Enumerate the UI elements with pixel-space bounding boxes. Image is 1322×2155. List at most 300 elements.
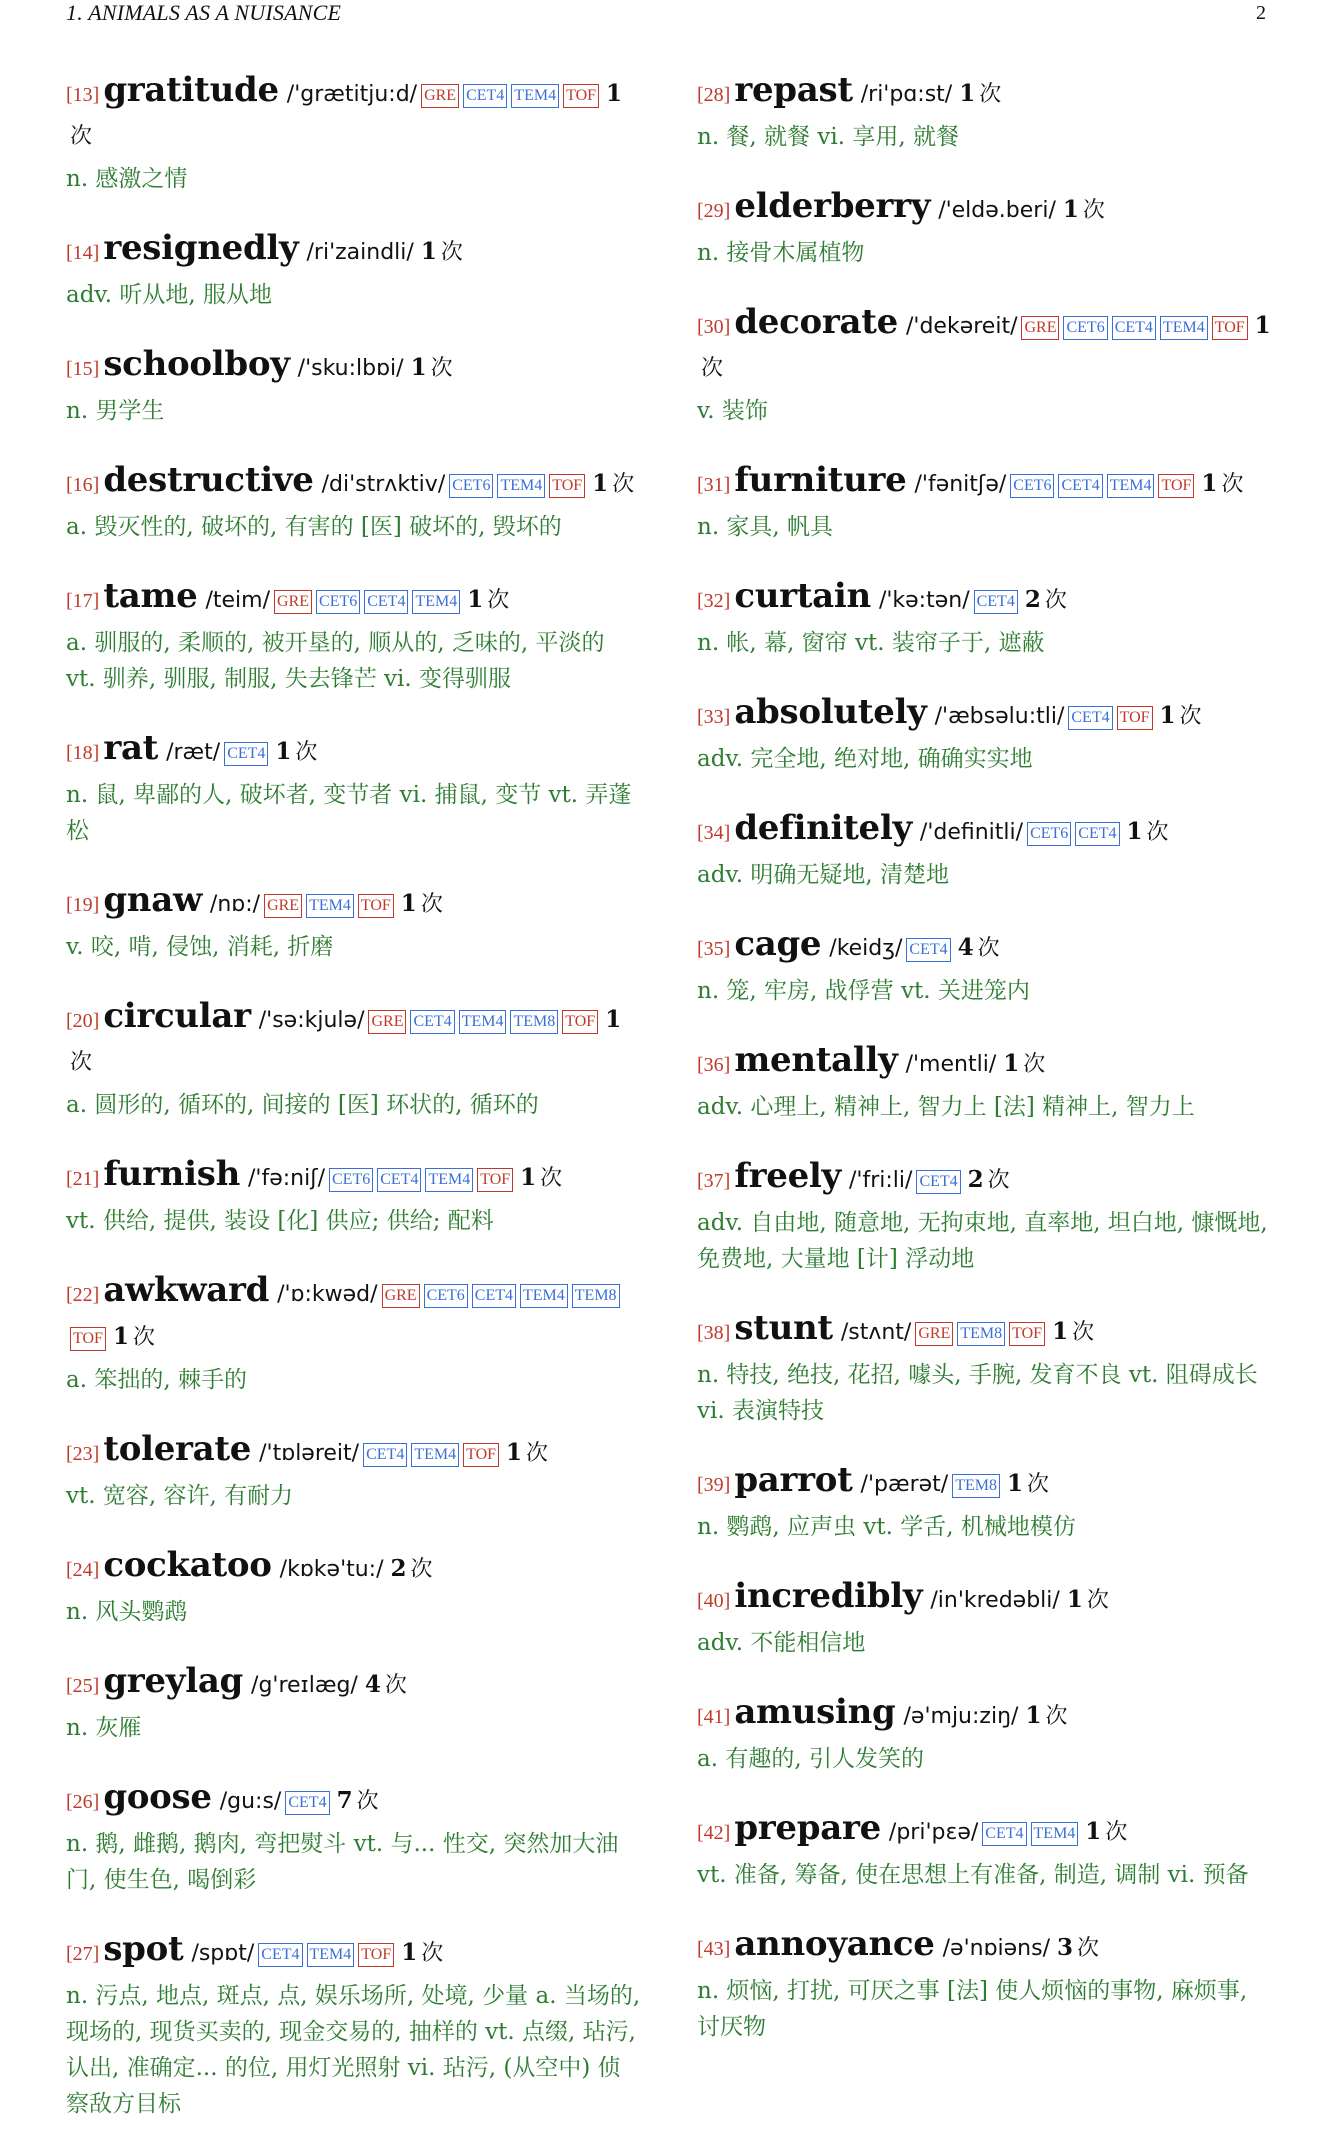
- frequency-unit: 次: [1072, 1320, 1095, 1345]
- headword: cage: [734, 924, 822, 964]
- frequency-count: 1: [401, 1939, 418, 1966]
- definition: v. 装饰: [697, 398, 768, 424]
- vocab-entry: [66, 1272, 641, 1398]
- frequency-count: 2: [967, 1166, 984, 1193]
- vocab-entry: [66, 578, 641, 697]
- frequency-unit: 次: [612, 472, 635, 497]
- exam-tag: CET4: [285, 1791, 329, 1815]
- headword: amusing: [734, 1692, 896, 1732]
- phonetic: /'æbsəlu:tli/: [934, 704, 1065, 729]
- frequency-unit: 次: [430, 356, 453, 381]
- headword: gratitude: [103, 70, 279, 110]
- definition: n. 灰雁: [66, 1715, 142, 1741]
- definition: adv. 不能相信地: [697, 1630, 866, 1656]
- frequency-count: 1: [275, 738, 292, 765]
- entry-number: [29]: [697, 200, 731, 222]
- phonetic: /gu:s/: [219, 1789, 282, 1814]
- exam-tag: TOF: [1117, 706, 1153, 730]
- entry-headline: [66, 1431, 641, 1478]
- exam-tag: CET4: [472, 1284, 516, 1308]
- vocab-entry: [697, 1578, 1272, 1661]
- definition: vt. 准备, 筹备, 使在思想上有准备, 制造, 调制 vi. 预备: [697, 1862, 1249, 1888]
- exam-tag: TEM8: [952, 1474, 1000, 1498]
- headword: rat: [103, 728, 159, 768]
- exam-tag: TOF: [563, 84, 599, 108]
- exam-tag: CET4: [1068, 706, 1112, 730]
- entry-number: [21]: [66, 1168, 100, 1190]
- phonetic: /kɒkə'tu:/: [279, 1557, 384, 1582]
- exam-tag: TOF: [358, 894, 394, 918]
- definition: n. 鼠, 卑鄙的人, 破坏者, 变节者 vi. 捕鼠, 变节 vt. 弄蓬松: [66, 782, 632, 844]
- exam-tag: CET4: [982, 1822, 1026, 1846]
- exam-tag: TOF: [562, 1010, 598, 1034]
- frequency-count: 1: [606, 80, 623, 107]
- frequency-unit: 次: [1044, 588, 1067, 613]
- headword: tolerate: [103, 1429, 252, 1469]
- exam-tag: GRE: [264, 894, 302, 918]
- definition: a. 毁灭性的, 破坏的, 有害的 [医] 破坏的, 毁坏的: [66, 514, 562, 540]
- exam-tag: GRE: [915, 1322, 953, 1346]
- vocab-entry: [66, 72, 641, 197]
- frequency-unit: 次: [70, 124, 93, 149]
- headword: stunt: [734, 1308, 833, 1348]
- frequency-count: 2: [1024, 586, 1041, 613]
- headword: incredibly: [734, 1576, 923, 1616]
- frequency-unit: 次: [421, 1941, 444, 1966]
- entry-headline: [66, 346, 641, 393]
- headword: prepare: [734, 1808, 881, 1848]
- frequency-unit: 次: [987, 1168, 1010, 1193]
- entry-number: [40]: [697, 1590, 731, 1612]
- exam-tag: GRE: [368, 1010, 406, 1034]
- frequency-count: 1: [1025, 1702, 1042, 1729]
- frequency-count: 4: [364, 1671, 381, 1698]
- frequency-count: 1: [410, 354, 427, 381]
- exam-tag: TEM4: [412, 590, 460, 614]
- entry-headline: [66, 462, 641, 509]
- definition: n. 餐, 就餐 vi. 享用, 就餐: [697, 124, 959, 150]
- vocab-entry: [697, 1042, 1272, 1125]
- phonetic: /'fə:niʃ/: [247, 1166, 325, 1191]
- entry-headline: [66, 730, 641, 777]
- exam-tag: CET4: [1058, 474, 1102, 498]
- entry-number: [23]: [66, 1443, 100, 1465]
- entry-headline: [66, 1779, 641, 1826]
- phonetic: /'mentli/: [905, 1052, 997, 1077]
- frequency-unit: 次: [410, 1557, 433, 1582]
- phonetic: /nɒ:/: [209, 892, 261, 917]
- headword: awkward: [103, 1270, 270, 1310]
- entry-headline: [697, 1462, 1272, 1509]
- frequency-unit: 次: [977, 936, 1000, 961]
- vocab-entry: [66, 1431, 641, 1514]
- frequency-count: 7: [336, 1787, 353, 1814]
- phonetic: /in'kredəbli/: [930, 1588, 1060, 1613]
- exam-tag: TOF: [1158, 474, 1194, 498]
- phonetic: /'sku:lbɒi/: [297, 356, 404, 381]
- phonetic: /g'reɪlæg/: [251, 1673, 358, 1698]
- exam-tag: CET4: [906, 938, 950, 962]
- vocab-entry: [697, 810, 1272, 893]
- exam-tag: TEM4: [1160, 316, 1208, 340]
- entry-number: [43]: [697, 1938, 731, 1960]
- frequency-count: 1: [1126, 818, 1143, 845]
- entry-number: [26]: [66, 1791, 100, 1813]
- definition: adv. 自由地, 随意地, 无拘束地, 直率地, 坦白地, 慷慨地, 免费地, 大量地 [计] 浮动地: [697, 1210, 1268, 1272]
- exam-tag: CET4: [410, 1010, 454, 1034]
- exam-tag: TEM4: [459, 1010, 507, 1034]
- right-column: [697, 72, 1272, 2078]
- frequency-unit: 次: [526, 1441, 549, 1466]
- headword: furnish: [103, 1154, 240, 1194]
- definition: n. 鹅, 雌鹅, 鹅肉, 弯把熨斗 vt. 与... 性交, 突然加大油门, 使生色, 喝倒彩: [66, 1831, 619, 1893]
- entry-headline: [697, 926, 1272, 973]
- entry-headline: [697, 72, 1272, 119]
- frequency-unit: 次: [70, 1050, 93, 1075]
- phonetic: /spɒt/: [191, 1941, 255, 1966]
- frequency-count: 1: [1254, 312, 1271, 339]
- entry-headline: [697, 578, 1272, 625]
- entry-number: [25]: [66, 1675, 100, 1697]
- exam-tag: TEM4: [425, 1168, 473, 1192]
- entry-number: [13]: [66, 84, 100, 106]
- definition: n. 家具, 帆具: [697, 514, 834, 540]
- vocab-entry: [697, 1926, 1272, 2045]
- frequency-unit: 次: [1105, 1820, 1128, 1845]
- vocab-entry: [66, 1547, 641, 1630]
- exam-tag: TEM8: [510, 1010, 558, 1034]
- frequency-count: 1: [467, 586, 484, 613]
- entry-headline: [697, 810, 1272, 857]
- entry-number: [22]: [66, 1284, 100, 1306]
- frequency-unit: 次: [1086, 1588, 1109, 1613]
- frequency-unit: 次: [1179, 704, 1202, 729]
- frequency-unit: 次: [420, 892, 443, 917]
- headword: curtain: [734, 576, 871, 616]
- definition: n. 帐, 幕, 窗帘 vt. 装帘子于, 遮蔽: [697, 630, 1045, 656]
- headword: destructive: [103, 460, 314, 500]
- exam-tag: CET4: [377, 1168, 421, 1192]
- exam-tag: TOF: [358, 1943, 394, 1967]
- frequency-count: 1: [605, 1006, 622, 1033]
- definition: vt. 宽容, 容许, 有耐力: [66, 1483, 294, 1509]
- entry-headline: [697, 462, 1272, 509]
- chapter-title: 1. ANIMALS AS A NUISANCE: [66, 0, 342, 25]
- headword: freely: [734, 1156, 842, 1196]
- entry-number: [18]: [66, 742, 100, 764]
- headword: greylag: [103, 1661, 244, 1701]
- exam-tag: TEM4: [520, 1284, 568, 1308]
- exam-tag: CET4: [258, 1943, 302, 1967]
- phonetic: /ə'nɒiəns/: [942, 1936, 1050, 1961]
- exam-tag: TOF: [1212, 316, 1248, 340]
- definition: n. 特技, 绝技, 花招, 噱头, 手腕, 发育不良 vt. 阻碍成长 vi. 表演特技: [697, 1362, 1258, 1424]
- entry-headline: [66, 1156, 641, 1203]
- exam-tag: TEM8: [572, 1284, 620, 1308]
- exam-tag: CET6: [449, 474, 493, 498]
- frequency-unit: 次: [1146, 820, 1169, 845]
- vocab-entry: [66, 1931, 641, 2122]
- exam-tag: TEM4: [307, 1943, 355, 1967]
- entry-headline: [66, 1931, 641, 1978]
- entry-number: [33]: [697, 706, 731, 728]
- entry-headline: [66, 1663, 641, 1710]
- exam-tag: TOF: [477, 1168, 513, 1192]
- vocab-entry: [66, 1663, 641, 1746]
- entry-headline: [697, 1810, 1272, 1857]
- frequency-unit: 次: [540, 1166, 563, 1191]
- phonetic: /ri'pɑ:st/: [860, 82, 953, 107]
- phonetic: /'sə:kjulə/: [258, 1008, 365, 1033]
- exam-tag: TOF: [70, 1327, 106, 1351]
- entry-number: [34]: [697, 822, 731, 844]
- entry-headline: [66, 882, 641, 929]
- exam-tag: GRE: [1021, 316, 1059, 340]
- headword: goose: [103, 1777, 212, 1817]
- definition: n. 笼, 牢房, 战俘营 vt. 关进笼内: [697, 978, 1030, 1004]
- entry-headline: [66, 998, 641, 1087]
- frequency-count: 1: [1062, 196, 1079, 223]
- entry-headline: [66, 1547, 641, 1594]
- entry-number: [17]: [66, 590, 100, 612]
- phonetic: /keidʒ/: [829, 936, 903, 961]
- frequency-unit: 次: [979, 82, 1002, 107]
- entry-number: [36]: [697, 1054, 731, 1076]
- phonetic: /stʌnt/: [840, 1320, 912, 1345]
- definition: a. 驯服的, 柔顺的, 被开垦的, 顺从的, 乏味的, 平淡的 vt. 驯养, 驯服, 制服, 失去锋芒 vi. 变得驯服: [66, 630, 605, 692]
- exam-tag: CET4: [364, 590, 408, 614]
- exam-tag: GRE: [274, 590, 312, 614]
- vocab-entry: [66, 998, 641, 1123]
- frequency-unit: 次: [1045, 1704, 1068, 1729]
- phonetic: /'eldə.beri/: [938, 198, 1056, 223]
- entry-number: [41]: [697, 1706, 731, 1728]
- entry-headline: [697, 694, 1272, 741]
- entry-headline: [697, 1042, 1272, 1089]
- frequency-unit: 次: [487, 588, 510, 613]
- headword: resignedly: [103, 228, 299, 268]
- frequency-unit: 次: [1027, 1472, 1050, 1497]
- exam-tag: TOF: [549, 474, 585, 498]
- definition: n. 感激之情: [66, 166, 188, 192]
- definition: a. 圆形的, 循环的, 间接的 [医] 环状的, 循环的: [66, 1092, 539, 1118]
- definition: adv. 完全地, 绝对地, 确确实实地: [697, 746, 1033, 772]
- frequency-unit: 次: [384, 1673, 407, 1698]
- phonetic: /di'strʌktiv/: [321, 472, 446, 497]
- frequency-count: 1: [592, 470, 609, 497]
- frequency-unit: 次: [1082, 198, 1105, 223]
- definition: adv. 听从地, 服从地: [66, 282, 272, 308]
- exam-tag: GRE: [382, 1284, 420, 1308]
- exam-tag: TEM4: [411, 1443, 459, 1467]
- frequency-count: 1: [1159, 702, 1176, 729]
- headword: gnaw: [103, 880, 202, 920]
- exam-tag: TEM4: [306, 894, 354, 918]
- entry-headline: [697, 304, 1272, 393]
- vocab-entry: [697, 1810, 1272, 1893]
- headword: schoolboy: [103, 344, 290, 384]
- entry-headline: [697, 1694, 1272, 1741]
- vocab-entry: [66, 882, 641, 965]
- entry-number: [28]: [697, 84, 731, 106]
- exam-tag: TOF: [1009, 1322, 1045, 1346]
- headword: cockatoo: [103, 1545, 272, 1585]
- entry-number: [20]: [66, 1010, 100, 1032]
- frequency-unit: 次: [1077, 1936, 1100, 1961]
- frequency-count: 1: [959, 80, 976, 107]
- vocab-entry: [697, 72, 1272, 155]
- entry-headline: [697, 188, 1272, 235]
- phonetic: /'pærət/: [860, 1472, 949, 1497]
- exam-tag: TEM8: [957, 1322, 1005, 1346]
- frequency-count: 1: [1052, 1318, 1069, 1345]
- definition: n. 污点, 地点, 斑点, 点, 娱乐场所, 处境, 少量 a. 当场的, 现场的, 现货买卖的, 现金交易的, 抽样的 vt. 点缀, 玷污, 认出, 准确定... 的位, 用灯光照射 vi. 玷污, (从空中) 侦察敌方目标: [66, 1983, 641, 2117]
- entry-headline: [697, 1310, 1272, 1357]
- vocab-entry: [697, 462, 1272, 545]
- entry-headline: [66, 72, 641, 161]
- entry-number: [27]: [66, 1943, 100, 1965]
- phonetic: /'ɒ:kwəd/: [277, 1282, 378, 1307]
- headword: circular: [103, 996, 251, 1036]
- entry-number: [31]: [697, 474, 731, 496]
- vocab-entry: [697, 304, 1272, 429]
- frequency-count: 1: [1085, 1818, 1102, 1845]
- exam-tag: CET4: [916, 1170, 960, 1194]
- frequency-count: 3: [1057, 1934, 1074, 1961]
- vocab-entry: [66, 230, 641, 313]
- phonetic: /'tɒləreit/: [259, 1441, 360, 1466]
- entry-number: [42]: [697, 1822, 731, 1844]
- exam-tag: CET4: [1075, 822, 1119, 846]
- frequency-count: 1: [400, 890, 417, 917]
- left-column: [66, 72, 641, 2155]
- vocab-entry: [66, 346, 641, 429]
- frequency-unit: 次: [132, 1325, 155, 1350]
- headword: mentally: [734, 1040, 898, 1080]
- frequency-count: 1: [506, 1439, 523, 1466]
- frequency-unit: 次: [1221, 472, 1244, 497]
- phonetic: /ræt/: [166, 740, 221, 765]
- frequency-unit: 次: [1023, 1052, 1046, 1077]
- headword: annoyance: [734, 1924, 935, 1964]
- vocab-entry: [697, 926, 1272, 1009]
- entry-headline: [66, 578, 641, 625]
- definition: a. 笨拙的, 棘手的: [66, 1367, 247, 1393]
- headword: repast: [734, 70, 853, 110]
- headword: parrot: [734, 1460, 853, 1500]
- frequency-count: 1: [1006, 1470, 1023, 1497]
- exam-tag: CET4: [1112, 316, 1156, 340]
- headword: elderberry: [734, 186, 931, 226]
- frequency-count: 4: [957, 934, 974, 961]
- phonetic: /'definitli/: [919, 820, 1024, 845]
- definition: n. 烦恼, 打扰, 可厌之事 [法] 使人烦恼的事物, 麻烦事, 讨厌物: [697, 1978, 1248, 2040]
- entry-number: [30]: [697, 316, 731, 338]
- headword: tame: [103, 576, 198, 616]
- vocab-entry: [66, 1779, 641, 1898]
- exam-tag: TEM4: [1031, 1822, 1079, 1846]
- frequency-unit: 次: [440, 240, 463, 265]
- definition: adv. 明确无疑地, 清楚地: [697, 862, 949, 888]
- entry-number: [32]: [697, 590, 731, 612]
- frequency-count: 1: [112, 1323, 129, 1350]
- phonetic: /ri'zaindli/: [306, 240, 414, 265]
- definition: n. 风头鹦鹉: [66, 1599, 188, 1625]
- definition: n. 男学生: [66, 398, 165, 424]
- vocab-entry: [697, 1694, 1272, 1777]
- exam-tag: CET6: [329, 1168, 373, 1192]
- exam-tag: CET6: [1063, 316, 1107, 340]
- definition: vt. 供给, 提供, 装设 [化] 供应; 供给; 配料: [66, 1208, 494, 1234]
- entry-headline: [697, 1578, 1272, 1625]
- exam-tag: CET4: [224, 742, 268, 766]
- phonetic: /ə'mju:ziŋ/: [903, 1704, 1019, 1729]
- frequency-unit: 次: [701, 356, 724, 381]
- entry-number: [15]: [66, 358, 100, 380]
- headword: spot: [103, 1929, 184, 1969]
- entry-headline: [697, 1158, 1272, 1205]
- frequency-count: 1: [1003, 1050, 1020, 1077]
- entry-headline: [66, 1272, 641, 1362]
- vocab-entry: [697, 1310, 1272, 1429]
- headword: decorate: [734, 302, 898, 342]
- entry-number: [14]: [66, 242, 100, 264]
- entry-number: [35]: [697, 938, 731, 960]
- headword: absolutely: [734, 692, 927, 732]
- vocab-entry: [66, 462, 641, 545]
- entry-headline: [697, 1926, 1272, 1973]
- phonetic: /pri'pɛə/: [888, 1820, 979, 1845]
- entry-number: [38]: [697, 1322, 731, 1344]
- frequency-unit: 次: [295, 740, 318, 765]
- entry-headline: [66, 230, 641, 277]
- exam-tag: CET6: [424, 1284, 468, 1308]
- vocab-entry: [697, 188, 1272, 271]
- exam-tag: CET6: [1027, 822, 1071, 846]
- vocab-entry: [697, 694, 1272, 777]
- frequency-count: 1: [420, 238, 437, 265]
- definition: a. 有趣的, 引人发笑的: [697, 1746, 924, 1772]
- exam-tag: CET4: [363, 1443, 407, 1467]
- phonetic: /'dekəreit/: [906, 314, 1018, 339]
- definition: v. 咬, 啃, 侵蚀, 消耗, 折磨: [66, 934, 334, 960]
- phonetic: /'grætitju:d/: [286, 82, 418, 107]
- exam-tag: TEM4: [1107, 474, 1155, 498]
- frequency-unit: 次: [356, 1789, 379, 1814]
- headword: furniture: [734, 460, 907, 500]
- vocab-entry: [697, 578, 1272, 661]
- exam-tag: CET6: [316, 590, 360, 614]
- headword: definitely: [734, 808, 912, 848]
- frequency-count: 1: [1201, 470, 1218, 497]
- exam-tag: TOF: [463, 1443, 499, 1467]
- frequency-count: 2: [390, 1555, 407, 1582]
- entry-number: [37]: [697, 1170, 731, 1192]
- page-number: 2: [1256, 2, 1266, 24]
- definition: n. 接骨木属植物: [697, 240, 865, 266]
- phonetic: /'kə:tən/: [878, 588, 970, 613]
- exam-tag: CET6: [1010, 474, 1054, 498]
- frequency-count: 1: [520, 1164, 537, 1191]
- exam-tag: TEM4: [511, 84, 559, 108]
- phonetic: /'fənitʃə/: [914, 472, 1007, 497]
- vocab-entry: [66, 1156, 641, 1239]
- exam-tag: GRE: [421, 84, 459, 108]
- vocab-entry: [697, 1158, 1272, 1277]
- entry-number: [39]: [697, 1474, 731, 1496]
- exam-tag: TEM4: [497, 474, 545, 498]
- entry-number: [16]: [66, 474, 100, 496]
